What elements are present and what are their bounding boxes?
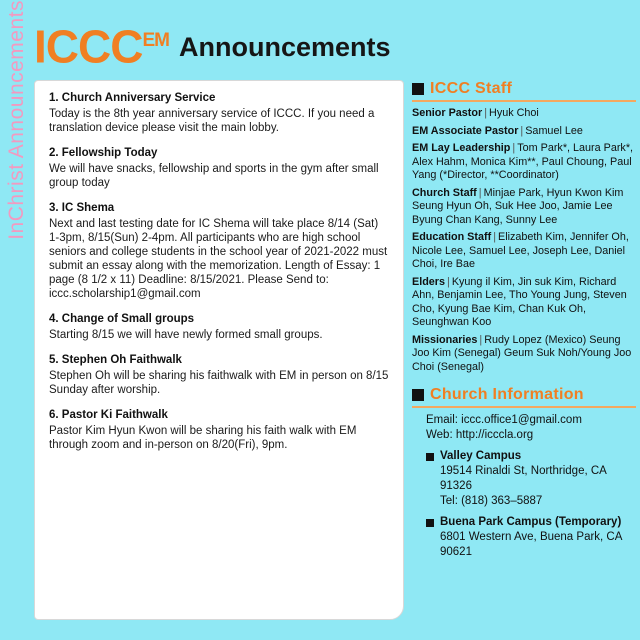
announcement-title: 3. IC Shema bbox=[49, 202, 115, 214]
staff-row bbox=[412, 125, 636, 139]
staff-names: Elizabeth Kim, Jennifer Oh, Nicole Lee, Samuel Lee, Joseph Lee, Daniel Choi, Ire Bae bbox=[412, 231, 629, 270]
staff-role: EM Lay Leadership bbox=[412, 142, 511, 154]
staff-row bbox=[412, 107, 636, 121]
staff-separator: | bbox=[493, 231, 496, 243]
staff-row bbox=[412, 231, 636, 272]
campus-name: Buena Park Campus (Temporary) bbox=[440, 516, 622, 528]
logo-main-text: ICCC bbox=[34, 20, 143, 73]
announcement-body: We will have snacks, fellowship and sports in the gym after small group today bbox=[49, 163, 379, 189]
staff-row bbox=[412, 276, 636, 330]
staff-heading: ICCC Staff bbox=[430, 80, 513, 97]
announcement-title: 5. Stephen Oh Faithwalk bbox=[49, 354, 182, 366]
announcement-body: Starting 8/15 we will have newly formed small groups. bbox=[49, 329, 323, 341]
staff-names: Minjae Park, Hyun Kwon Kim Seung Hyun Oh, Suk Hee Joo, Jamie Lee Byung Chan Kang, Sunny Lee bbox=[412, 186, 624, 226]
staff-separator: | bbox=[520, 124, 524, 137]
staff-names: Rudy Lopez (Mexico) Seung Joo Kim (Senegal) Geum Suk Noh/Young Joo Choi (Senegal) bbox=[412, 333, 632, 373]
announcement-title: 2. Fellowship Today bbox=[49, 147, 158, 159]
staff-section-header bbox=[412, 80, 636, 98]
staff-role: Education Staff bbox=[412, 231, 492, 243]
square-bullet-icon bbox=[426, 453, 434, 461]
staff-divider bbox=[412, 100, 636, 102]
announcement-body: Pastor Kim Hyun Kwon will be sharing his faith walk with EM through zoom and in-person on 8/20(Fri), 9pm. bbox=[49, 425, 357, 451]
page-title: Announcements bbox=[179, 32, 391, 62]
announcement-body: Today is the 8th year anniversary service of ICCC. If you need a translation device please visit the main lobby. bbox=[49, 108, 375, 134]
announcement-item bbox=[49, 353, 389, 397]
staff-row bbox=[412, 187, 636, 228]
church-information-section bbox=[412, 386, 636, 560]
staff-names: Hyuk Choi bbox=[489, 107, 539, 119]
staff-row bbox=[412, 142, 636, 183]
announcement-item bbox=[49, 201, 389, 301]
logo-em-superscript: EM bbox=[142, 30, 169, 51]
square-bullet-icon bbox=[426, 519, 434, 527]
campus-name: Valley Campus bbox=[440, 450, 522, 462]
campus-entry bbox=[426, 449, 636, 464]
staff-separator: | bbox=[484, 107, 488, 119]
announcements-panel bbox=[34, 80, 404, 620]
square-bullet-icon bbox=[412, 389, 424, 401]
announcement-title: 1. Church Anniversary Service bbox=[49, 92, 216, 104]
email-line: Email: iccc.office1@gmail.com bbox=[426, 414, 582, 426]
staff-names: Samuel Lee bbox=[525, 124, 583, 137]
church-info-header bbox=[412, 386, 636, 404]
staff-role: Church Staff bbox=[412, 186, 477, 199]
announcement-item bbox=[49, 312, 389, 342]
staff-row bbox=[412, 334, 636, 375]
staff-role: Senior Pastor bbox=[412, 107, 483, 119]
square-bullet-icon bbox=[412, 83, 424, 95]
staff-separator: | bbox=[478, 186, 482, 199]
staff-role: Elders bbox=[412, 275, 446, 288]
staff-role: Missionaries bbox=[412, 333, 478, 346]
staff-names: Tom Park*, Laura Park*, Alex Hahm, Monica Kim**, Paul Choung, Paul Yang (*Director, **Coordinator) bbox=[412, 142, 634, 181]
announcement-item bbox=[49, 91, 389, 135]
announcement-body: Stephen Oh will be sharing his faithwalk with EM in person on 8/15 Sunday after worship. bbox=[49, 370, 389, 396]
staff-separator: | bbox=[479, 333, 483, 346]
website-line: Web: http://icccla.org bbox=[426, 429, 534, 441]
staff-separator: | bbox=[512, 142, 516, 154]
church-info-divider bbox=[412, 406, 636, 408]
announcement-item bbox=[49, 146, 389, 190]
side-text-label: InChrist Announcements bbox=[5, 0, 28, 240]
iccc-logo bbox=[34, 18, 169, 73]
campus-entry bbox=[426, 515, 636, 530]
announcement-title: 4. Change of Small groups bbox=[49, 313, 195, 325]
announcement-body: Next and last testing date for IC Shema will take place 8/14 (Sat) 1-3pm, 8/15(Sun) 2-4pm. All participants who are high school seniors and college students in the school year of 2021-2022 must submit an essay along with the memorization. Length of Essay: 1 page (8 1/2 x 11) Deadline: 8/15/2021. Please Send to: iccc.scholarship1@gmail.com bbox=[49, 218, 388, 300]
staff-section bbox=[412, 80, 636, 374]
right-column bbox=[412, 80, 636, 560]
campus-phone: Tel: (818) 363–5887 bbox=[440, 495, 543, 507]
campus-address: 19514 Rinaldi St, Northridge, CA 91326 bbox=[440, 465, 607, 492]
staff-names: Kyung il Kim, Jin suk Kim, Richard Ahn, Benjamin Lee, Tho Young Jung, Steven Cho, Kyung Bae Kim, Chan Kuk Oh, Seunghwan Koo bbox=[412, 275, 627, 328]
church-info-heading: Church Information bbox=[430, 386, 584, 403]
vertical-side-text bbox=[0, 0, 34, 640]
campus-address: 6801 Western Ave, Buena Park, CA 90621 bbox=[440, 531, 622, 558]
staff-role: EM Associate Pastor bbox=[412, 124, 519, 137]
staff-separator: | bbox=[447, 275, 450, 288]
announcement-item bbox=[49, 408, 389, 452]
announcement-title: 6. Pastor Ki Faithwalk bbox=[49, 409, 168, 421]
header bbox=[34, 18, 414, 76]
